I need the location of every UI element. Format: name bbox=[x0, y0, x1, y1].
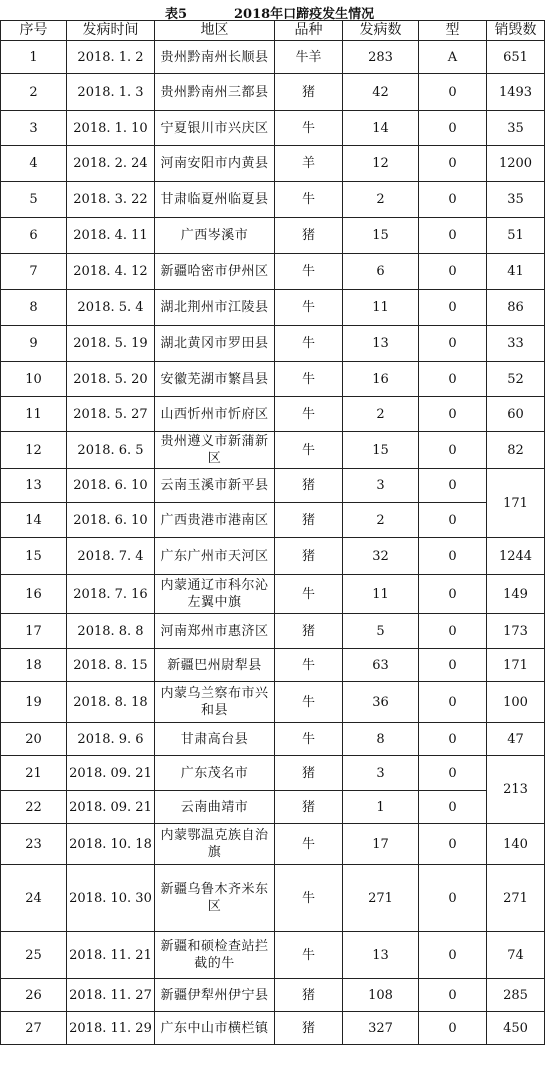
cell-no: 7 bbox=[1, 254, 67, 290]
cell-area: 安徽芜湖市繁昌县 bbox=[155, 362, 275, 397]
cell-no: 13 bbox=[1, 469, 67, 503]
cell-area: 新疆巴州尉犁县 bbox=[155, 649, 275, 682]
cell-type: 0 bbox=[419, 290, 487, 326]
cell-type: 0 bbox=[419, 182, 487, 218]
cell-destroyed: 271 bbox=[487, 865, 545, 932]
cell-no: 14 bbox=[1, 503, 67, 538]
cell-destroyed: 52 bbox=[487, 362, 545, 397]
cell-date: 2018. 09. 21 bbox=[67, 756, 155, 791]
cell-area: 甘肃高台县 bbox=[155, 723, 275, 756]
cell-breed: 牛 bbox=[275, 290, 343, 326]
table-label: 表5 bbox=[165, 7, 188, 22]
cell-cases: 2 bbox=[343, 397, 419, 432]
table-caption: 2018年口蹄疫发生情况 bbox=[234, 7, 375, 22]
header-breed: 品种 bbox=[275, 21, 343, 41]
table-row bbox=[1, 575, 545, 614]
cell-date: 2018. 11. 29 bbox=[67, 1012, 155, 1045]
cell-cases: 8 bbox=[343, 723, 419, 756]
cell-type: 0 bbox=[419, 756, 487, 791]
cell-type: 0 bbox=[419, 614, 487, 649]
cell-destroyed: 51 bbox=[487, 218, 545, 254]
table-row bbox=[1, 538, 545, 575]
table-row bbox=[1, 362, 545, 397]
cell-destroyed: 1200 bbox=[487, 146, 545, 182]
cell-area: 贵州遵义市新蒲新区 bbox=[155, 432, 275, 469]
cell-date: 2018. 10. 18 bbox=[67, 824, 155, 865]
cell-breed: 牛 bbox=[275, 682, 343, 723]
cell-no: 10 bbox=[1, 362, 67, 397]
cell-breed: 牛 bbox=[275, 326, 343, 362]
table-row bbox=[1, 649, 545, 682]
table-row bbox=[1, 932, 545, 979]
cell-destroyed: 1244 bbox=[487, 538, 545, 575]
cell-destroyed: 82 bbox=[487, 432, 545, 469]
cell-date: 2018. 11. 27 bbox=[67, 979, 155, 1012]
cell-type: 0 bbox=[419, 723, 487, 756]
cell-breed: 牛 bbox=[275, 111, 343, 146]
table-row bbox=[1, 723, 545, 756]
cell-no: 26 bbox=[1, 979, 67, 1012]
cell-area: 河南郑州市惠济区 bbox=[155, 614, 275, 649]
cell-type: 0 bbox=[419, 362, 487, 397]
cell-area: 贵州黔南州长顺县 bbox=[155, 41, 275, 74]
cell-date: 2018. 5. 20 bbox=[67, 362, 155, 397]
cell-destroyed: 86 bbox=[487, 290, 545, 326]
cell-area: 山西忻州市忻府区 bbox=[155, 397, 275, 432]
header-type: 型 bbox=[419, 21, 487, 41]
cell-no: 22 bbox=[1, 791, 67, 824]
cell-breed: 牛 bbox=[275, 723, 343, 756]
cell-date: 2018. 9. 6 bbox=[67, 723, 155, 756]
cell-area: 贵州黔南州三都县 bbox=[155, 74, 275, 111]
cell-cases: 12 bbox=[343, 146, 419, 182]
cell-date: 2018. 1. 10 bbox=[67, 111, 155, 146]
cell-type: 0 bbox=[419, 649, 487, 682]
table-row bbox=[1, 74, 545, 111]
table-row bbox=[1, 824, 545, 865]
cell-no: 15 bbox=[1, 538, 67, 575]
cell-type: 0 bbox=[419, 146, 487, 182]
cell-type: 0 bbox=[419, 111, 487, 146]
cell-no: 9 bbox=[1, 326, 67, 362]
cell-area: 云南曲靖市 bbox=[155, 791, 275, 824]
cell-destroyed: 285 bbox=[487, 979, 545, 1012]
table-row bbox=[1, 182, 545, 218]
table-row bbox=[1, 791, 545, 824]
cell-destroyed: 74 bbox=[487, 932, 545, 979]
cell-type: A bbox=[419, 41, 487, 74]
table-row bbox=[1, 1012, 545, 1045]
table-row bbox=[1, 254, 545, 290]
cell-cases: 63 bbox=[343, 649, 419, 682]
cell-no: 12 bbox=[1, 432, 67, 469]
cell-no: 21 bbox=[1, 756, 67, 791]
cell-type: 0 bbox=[419, 503, 487, 538]
cell-no: 18 bbox=[1, 649, 67, 682]
table-row bbox=[1, 432, 545, 469]
cell-cases: 5 bbox=[343, 614, 419, 649]
cell-breed: 牛羊 bbox=[275, 41, 343, 74]
cell-breed: 牛 bbox=[275, 432, 343, 469]
cell-type: 0 bbox=[419, 254, 487, 290]
cell-destroyed: 213 bbox=[487, 756, 545, 824]
cell-area: 新疆乌鲁木齐米东区 bbox=[155, 865, 275, 932]
cell-destroyed: 35 bbox=[487, 111, 545, 146]
cell-area: 广西贵港市港南区 bbox=[155, 503, 275, 538]
cell-area: 新疆哈密市伊州区 bbox=[155, 254, 275, 290]
cell-date: 2018. 1. 3 bbox=[67, 74, 155, 111]
cell-type: 0 bbox=[419, 326, 487, 362]
cell-breed: 牛 bbox=[275, 362, 343, 397]
header-cases: 发病数 bbox=[343, 21, 419, 41]
cell-breed: 猪 bbox=[275, 538, 343, 575]
header-date: 发病时间 bbox=[67, 21, 155, 41]
cell-type: 0 bbox=[419, 218, 487, 254]
cell-breed: 羊 bbox=[275, 146, 343, 182]
table-row bbox=[1, 979, 545, 1012]
cell-date: 2018. 8. 18 bbox=[67, 682, 155, 723]
cell-destroyed: 140 bbox=[487, 824, 545, 865]
cell-date: 2018. 6. 10 bbox=[67, 503, 155, 538]
cell-breed: 牛 bbox=[275, 649, 343, 682]
cell-date: 2018. 1. 2 bbox=[67, 41, 155, 74]
cell-breed: 猪 bbox=[275, 503, 343, 538]
cell-breed: 猪 bbox=[275, 791, 343, 824]
table-body bbox=[1, 41, 545, 1045]
cell-area: 广东广州市天河区 bbox=[155, 538, 275, 575]
cell-date: 2018. 10. 30 bbox=[67, 865, 155, 932]
cell-type: 0 bbox=[419, 682, 487, 723]
cell-date: 2018. 6. 10 bbox=[67, 469, 155, 503]
cell-breed: 牛 bbox=[275, 575, 343, 614]
cell-no: 16 bbox=[1, 575, 67, 614]
cell-cases: 14 bbox=[343, 111, 419, 146]
cell-destroyed: 41 bbox=[487, 254, 545, 290]
cell-date: 2018. 2. 24 bbox=[67, 146, 155, 182]
cell-date: 2018. 8. 8 bbox=[67, 614, 155, 649]
cell-breed: 猪 bbox=[275, 74, 343, 111]
cell-date: 2018. 8. 15 bbox=[67, 649, 155, 682]
table-row bbox=[1, 218, 545, 254]
cell-no: 8 bbox=[1, 290, 67, 326]
cell-breed: 猪 bbox=[275, 469, 343, 503]
cell-destroyed: 450 bbox=[487, 1012, 545, 1045]
cell-destroyed: 33 bbox=[487, 326, 545, 362]
cell-no: 23 bbox=[1, 824, 67, 865]
cell-destroyed: 171 bbox=[487, 469, 545, 538]
cell-destroyed: 173 bbox=[487, 614, 545, 649]
table-row bbox=[1, 146, 545, 182]
cell-date: 2018. 11. 21 bbox=[67, 932, 155, 979]
cell-no: 19 bbox=[1, 682, 67, 723]
cell-area: 广东茂名市 bbox=[155, 756, 275, 791]
cell-cases: 42 bbox=[343, 74, 419, 111]
cell-cases: 108 bbox=[343, 979, 419, 1012]
cell-cases: 17 bbox=[343, 824, 419, 865]
cell-type: 0 bbox=[419, 824, 487, 865]
cell-area: 内蒙乌兰察布市兴和县 bbox=[155, 682, 275, 723]
cell-date: 2018. 4. 11 bbox=[67, 218, 155, 254]
cell-breed: 猪 bbox=[275, 979, 343, 1012]
cell-area: 甘肃临夏州临夏县 bbox=[155, 182, 275, 218]
cell-type: 0 bbox=[419, 432, 487, 469]
table-row bbox=[1, 682, 545, 723]
header-destroyed: 销毁数 bbox=[487, 21, 545, 41]
cell-cases: 11 bbox=[343, 290, 419, 326]
cell-no: 27 bbox=[1, 1012, 67, 1045]
cell-no: 24 bbox=[1, 865, 67, 932]
cell-breed: 牛 bbox=[275, 932, 343, 979]
outbreak-table bbox=[0, 20, 545, 1045]
cell-cases: 15 bbox=[343, 432, 419, 469]
cell-no: 1 bbox=[1, 41, 67, 74]
cell-area: 广东中山市横栏镇 bbox=[155, 1012, 275, 1045]
cell-destroyed: 651 bbox=[487, 41, 545, 74]
cell-breed: 牛 bbox=[275, 397, 343, 432]
cell-no: 2 bbox=[1, 74, 67, 111]
cell-date: 2018. 5. 19 bbox=[67, 326, 155, 362]
cell-type: 0 bbox=[419, 397, 487, 432]
cell-cases: 3 bbox=[343, 469, 419, 503]
cell-area: 云南玉溪市新平县 bbox=[155, 469, 275, 503]
cell-breed: 猪 bbox=[275, 1012, 343, 1045]
cell-area: 新疆伊犁州伊宁县 bbox=[155, 979, 275, 1012]
table-row bbox=[1, 756, 545, 791]
cell-type: 0 bbox=[419, 865, 487, 932]
header-row bbox=[1, 21, 545, 41]
cell-no: 11 bbox=[1, 397, 67, 432]
cell-destroyed: 1493 bbox=[487, 74, 545, 111]
cell-type: 0 bbox=[419, 791, 487, 824]
cell-date: 2018. 7. 4 bbox=[67, 538, 155, 575]
cell-area: 湖北黄冈市罗田县 bbox=[155, 326, 275, 362]
table-row bbox=[1, 41, 545, 74]
cell-destroyed: 100 bbox=[487, 682, 545, 723]
cell-type: 0 bbox=[419, 74, 487, 111]
cell-no: 20 bbox=[1, 723, 67, 756]
cell-type: 0 bbox=[419, 1012, 487, 1045]
cell-area: 新疆和硕检查站拦截的牛 bbox=[155, 932, 275, 979]
cell-cases: 13 bbox=[343, 326, 419, 362]
table-row bbox=[1, 503, 545, 538]
cell-breed: 牛 bbox=[275, 865, 343, 932]
header-area: 地区 bbox=[155, 21, 275, 41]
cell-destroyed: 35 bbox=[487, 182, 545, 218]
cell-cases: 11 bbox=[343, 575, 419, 614]
cell-cases: 283 bbox=[343, 41, 419, 74]
cell-no: 25 bbox=[1, 932, 67, 979]
cell-area: 内蒙通辽市科尔沁左翼中旗 bbox=[155, 575, 275, 614]
table-row bbox=[1, 111, 545, 146]
cell-destroyed: 149 bbox=[487, 575, 545, 614]
cell-area: 湖北荆州市江陵县 bbox=[155, 290, 275, 326]
cell-no: 3 bbox=[1, 111, 67, 146]
cell-destroyed: 47 bbox=[487, 723, 545, 756]
table-row bbox=[1, 865, 545, 932]
cell-destroyed: 171 bbox=[487, 649, 545, 682]
cell-breed: 牛 bbox=[275, 254, 343, 290]
cell-date: 2018. 7. 16 bbox=[67, 575, 155, 614]
cell-cases: 2 bbox=[343, 503, 419, 538]
cell-area: 广西岑溪市 bbox=[155, 218, 275, 254]
cell-date: 2018. 5. 4 bbox=[67, 290, 155, 326]
cell-area: 宁夏银川市兴庆区 bbox=[155, 111, 275, 146]
cell-cases: 15 bbox=[343, 218, 419, 254]
cell-cases: 13 bbox=[343, 932, 419, 979]
table-row bbox=[1, 326, 545, 362]
cell-cases: 6 bbox=[343, 254, 419, 290]
cell-cases: 327 bbox=[343, 1012, 419, 1045]
cell-area: 内蒙鄂温克族自治旗 bbox=[155, 824, 275, 865]
cell-cases: 1 bbox=[343, 791, 419, 824]
cell-type: 0 bbox=[419, 575, 487, 614]
cell-type: 0 bbox=[419, 469, 487, 503]
cell-date: 2018. 6. 5 bbox=[67, 432, 155, 469]
cell-destroyed: 60 bbox=[487, 397, 545, 432]
table-row bbox=[1, 290, 545, 326]
cell-no: 4 bbox=[1, 146, 67, 182]
table-title bbox=[0, 0, 546, 20]
cell-breed: 牛 bbox=[275, 182, 343, 218]
cell-cases: 16 bbox=[343, 362, 419, 397]
cell-no: 5 bbox=[1, 182, 67, 218]
cell-date: 2018. 3. 22 bbox=[67, 182, 155, 218]
cell-cases: 32 bbox=[343, 538, 419, 575]
cell-cases: 271 bbox=[343, 865, 419, 932]
cell-date: 2018. 09. 21 bbox=[67, 791, 155, 824]
cell-date: 2018. 5. 27 bbox=[67, 397, 155, 432]
cell-type: 0 bbox=[419, 932, 487, 979]
cell-cases: 36 bbox=[343, 682, 419, 723]
cell-date: 2018. 4. 12 bbox=[67, 254, 155, 290]
table-row bbox=[1, 469, 545, 503]
cell-breed: 猪 bbox=[275, 756, 343, 791]
cell-cases: 3 bbox=[343, 756, 419, 791]
cell-type: 0 bbox=[419, 538, 487, 575]
table-row bbox=[1, 614, 545, 649]
table-row bbox=[1, 397, 545, 432]
cell-no: 17 bbox=[1, 614, 67, 649]
cell-cases: 2 bbox=[343, 182, 419, 218]
cell-area: 河南安阳市内黄县 bbox=[155, 146, 275, 182]
cell-breed: 猪 bbox=[275, 614, 343, 649]
cell-no: 6 bbox=[1, 218, 67, 254]
cell-type: 0 bbox=[419, 979, 487, 1012]
header-no: 序号 bbox=[1, 21, 67, 41]
cell-breed: 猪 bbox=[275, 218, 343, 254]
cell-breed: 牛 bbox=[275, 824, 343, 865]
